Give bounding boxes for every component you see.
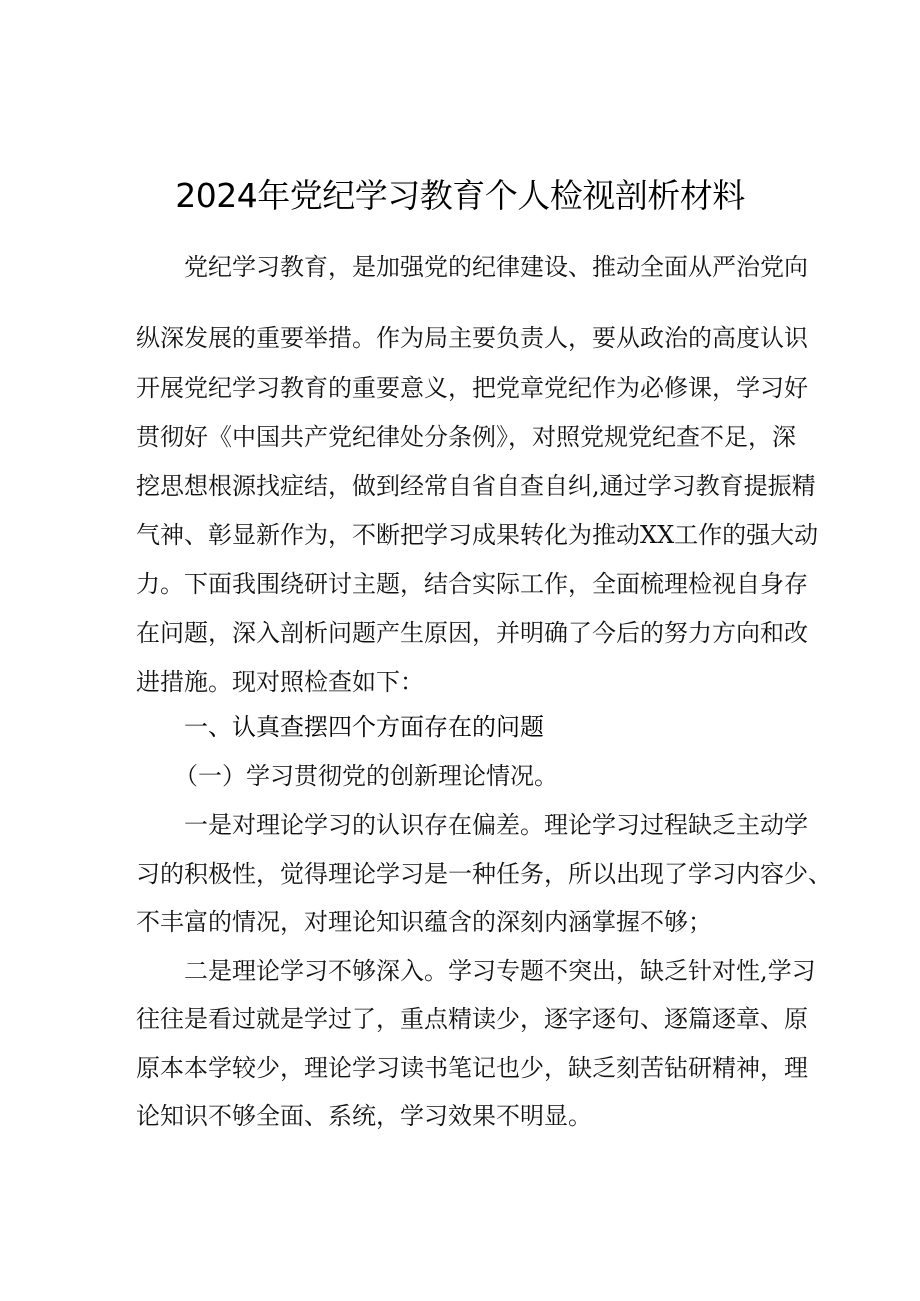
intro-line: 进措施。现对照检查如下： [136,668,424,696]
point-1-line: 习的积极性，觉得理论学习是一种任务，所以出现了学习内容少、 [136,860,832,888]
point-2-line: 往往是看过就是学过了，重点精读少，逐字逐句、逐篇逐章、原 [136,1005,808,1033]
intro-line: 开展党纪学习教育的重要意义，把党章党纪作为必修课，学习好 [136,374,808,402]
intro-line: 气神、彰显新作为，不断把学习成果转化为推动XX工作的强大动 [136,521,819,549]
point-2-line: 论知识不够全面、系统，学习效果不明显。 [136,1102,592,1130]
intro-line: 党纪学习教育，是加强党的纪律建设、推动全面从严治党向 [184,253,808,281]
point-2-line: 原本本学较少，理论学习读书笔记也少，缺乏刻苦钻研精神，理 [136,1054,808,1082]
intro-line: 挖思想根源找症结，做到经常自省自查自纠,通过学习教育提振精 [136,472,816,500]
intro-line: 贯彻好《中国共产党纪律处分条例》，对照党规党纪查不足，深 [136,423,796,451]
intro-line: 力。下面我围绕研讨主题，结合实际工作，全面梳理检视自身存 [136,570,808,598]
point-2-line: 二是理论学习不够深入。学习专题不突出，缺乏针对性,学习 [184,957,816,985]
intro-line: 纵深发展的重要举措。作为局主要负责人，要从政治的高度认识 [136,324,808,352]
point-1-line: 不丰富的情况，对理论知识蕴含的深刻内涵掌握不够； [136,908,712,936]
document-title: 2024年党纪学习教育个人检视剖析材料 [175,176,745,215]
intro-line: 在问题，深入剖析问题产生原因，并明确了今后的努力方向和改 [136,619,808,647]
point-1-line: 一是对理论学习的认识存在偏差。理论学习过程缺乏主动学 [184,811,808,839]
subsection-heading: （一）学习贯彻党的创新理论情况。 [174,762,558,790]
section-heading: 一、认真查摆四个方面存在的问题 [184,713,544,741]
